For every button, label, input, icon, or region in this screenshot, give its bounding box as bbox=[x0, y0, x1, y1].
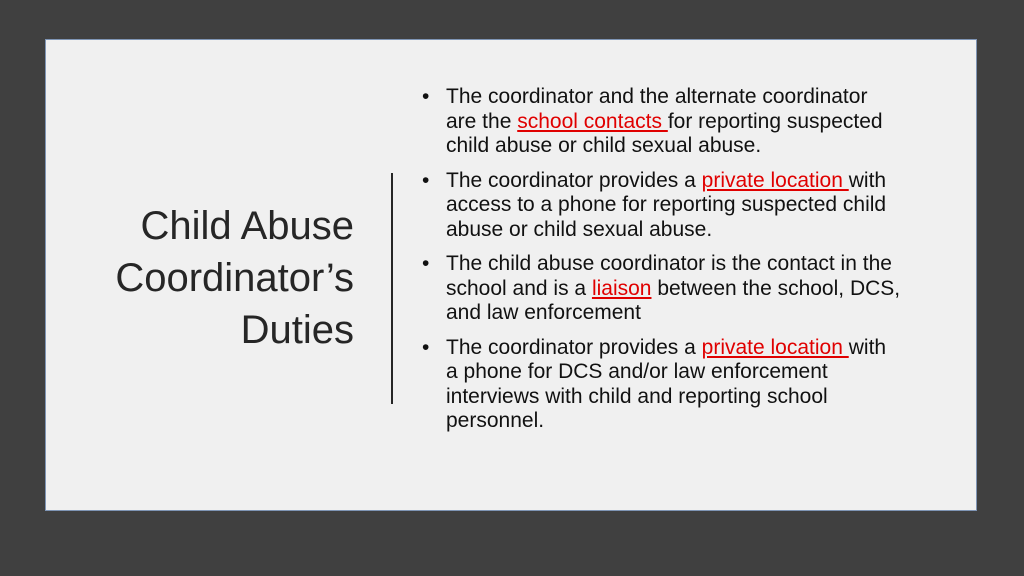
bullet-line bbox=[446, 301, 962, 326]
bullet-item bbox=[422, 85, 962, 159]
bullet-text: school and is a bbox=[446, 276, 592, 300]
bullet-dot: • bbox=[422, 85, 430, 108]
bullet-text: a phone for DCS and/or law enforcement bbox=[446, 360, 828, 383]
bullet-line bbox=[446, 134, 962, 159]
bullet-list bbox=[422, 85, 962, 444]
bullet-line bbox=[446, 360, 962, 385]
bullet-line bbox=[446, 409, 962, 434]
bullet-text: personnel. bbox=[446, 409, 545, 432]
slide-title-line-2: Coordinator’s bbox=[115, 256, 354, 300]
hyperlink[interactable]: liaison bbox=[591, 276, 652, 300]
bullet-dot: • bbox=[422, 168, 430, 192]
bullet-text: interviews with child and reporting school bbox=[446, 384, 828, 408]
bullet-text: The coordinator provides a bbox=[446, 335, 702, 359]
bullet-line bbox=[446, 169, 962, 194]
bullet-line bbox=[446, 110, 962, 135]
bullet-item bbox=[422, 169, 962, 243]
hyperlink[interactable]: school contacts bbox=[517, 109, 668, 133]
bullet-line bbox=[446, 252, 962, 277]
bullet-line bbox=[446, 85, 962, 110]
bullet-text: for reporting suspected bbox=[667, 109, 883, 133]
bullet-text: with bbox=[848, 335, 887, 359]
slide-title bbox=[64, 200, 354, 356]
bullet-text: access to a phone for reporting suspected child bbox=[446, 193, 887, 216]
bullet-item bbox=[422, 336, 962, 434]
bullet-line bbox=[446, 277, 962, 302]
bullet-text: The coordinator and the alternate coordinator bbox=[446, 85, 868, 108]
bullet-line bbox=[446, 385, 962, 410]
hyperlink[interactable]: private location bbox=[701, 335, 849, 359]
slide bbox=[45, 39, 977, 511]
bullet-text: abuse or child sexual abuse. bbox=[446, 217, 713, 241]
bullet-line bbox=[446, 218, 962, 243]
bullet-dot: • bbox=[422, 335, 430, 359]
bullet-dot: • bbox=[422, 252, 430, 275]
bullet-text: and law enforcement bbox=[446, 301, 641, 324]
slide-title-line-1: Child Abuse bbox=[140, 204, 354, 248]
vertical-divider bbox=[391, 173, 393, 404]
bullet-line bbox=[446, 336, 962, 361]
bullet-text: The child abuse coordinator is the contact in the bbox=[446, 252, 892, 275]
bullet-text: child abuse or child sexual abuse. bbox=[446, 134, 762, 157]
hyperlink[interactable]: private location bbox=[701, 168, 849, 192]
slide-title-line-3: Duties bbox=[240, 308, 354, 352]
bullet-line bbox=[446, 193, 962, 218]
bullet-text: The coordinator provides a bbox=[446, 168, 702, 192]
bullet-item bbox=[422, 252, 962, 326]
bullet-text: are the bbox=[446, 109, 518, 133]
bullet-text: with bbox=[848, 168, 887, 192]
bullet-text: between the school, DCS, bbox=[651, 276, 901, 300]
